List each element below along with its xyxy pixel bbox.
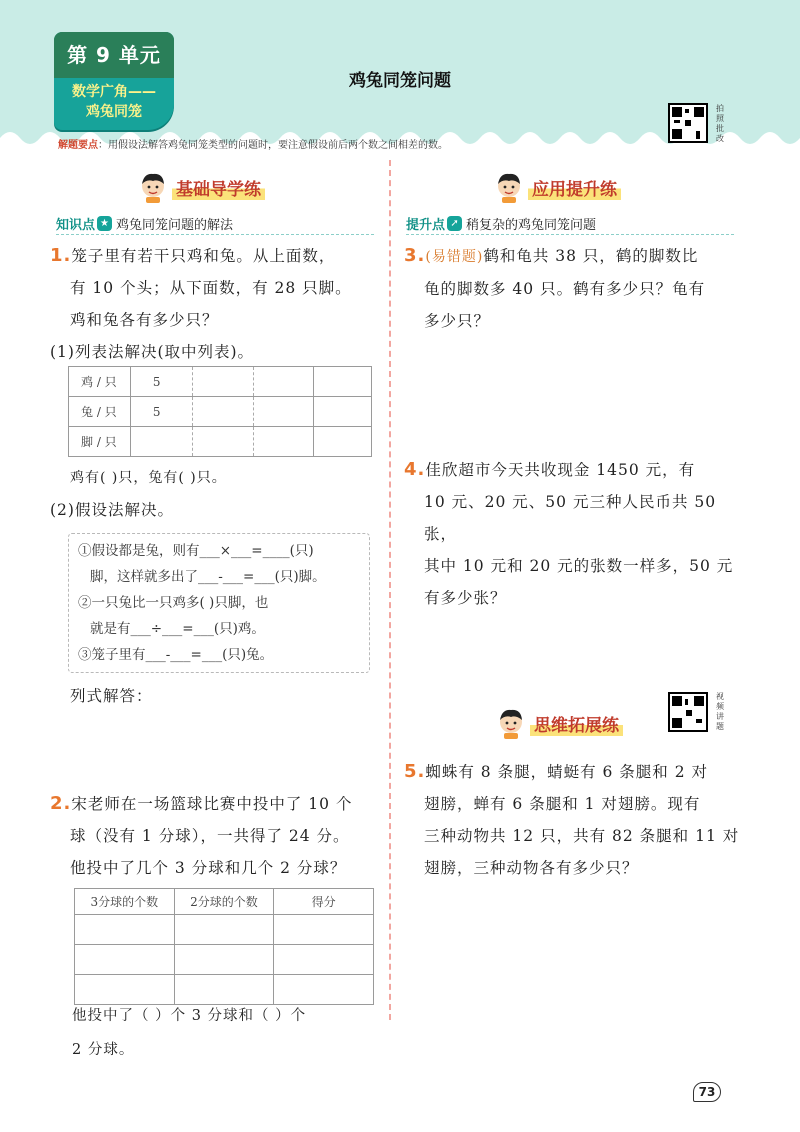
page-title: 鸡兔同笼问题 bbox=[349, 71, 451, 91]
qr-label-video: 视频讲题 bbox=[716, 692, 724, 731]
section-header-basic bbox=[136, 170, 265, 204]
table-row bbox=[69, 367, 372, 397]
table-cell[interactable] bbox=[192, 427, 254, 457]
tag-underline bbox=[406, 234, 734, 235]
question-text: 三种动物共 12 只，共有 82 条腿和 11 对 bbox=[424, 827, 740, 845]
table-header: 2分球的个数 bbox=[174, 889, 274, 915]
q1-table bbox=[68, 366, 372, 457]
question-number: 4. bbox=[404, 459, 426, 480]
question-text: 球（没有 1 分球），一共得了 24 分。 bbox=[70, 827, 350, 845]
q2-answer bbox=[72, 1000, 382, 1066]
unit-subtitle-line2: 鸡兔同笼 bbox=[86, 104, 142, 120]
table-cell[interactable] bbox=[174, 915, 274, 945]
improve-tag bbox=[406, 214, 596, 233]
column-divider bbox=[389, 160, 391, 1020]
star-icon: ★ bbox=[97, 216, 112, 231]
section-title-basic: 基础导学练 bbox=[172, 175, 265, 200]
arrow-up-icon: ➚ bbox=[447, 216, 462, 231]
table-row bbox=[75, 889, 374, 915]
question-text: 他投中了几个 3 分球和几个 2 分球？ bbox=[70, 859, 347, 877]
unit-badge bbox=[54, 32, 174, 130]
q2-table bbox=[74, 888, 374, 1005]
error-prone-tag: (易错题) bbox=[425, 249, 484, 265]
question-text: 宋老师在一场篮球比赛中投中了 10 个 bbox=[71, 795, 353, 813]
table-cell[interactable]: 5 bbox=[130, 367, 192, 397]
child-mascot-icon bbox=[494, 706, 528, 740]
table-row bbox=[69, 397, 372, 427]
unit-subtitle-line1: 数学广角—— bbox=[72, 84, 156, 100]
tip-text: ：用假设法解答鸡兔同笼类型的问题时，要注意假设前后两个数之间相差的数。 bbox=[98, 140, 448, 151]
assumption-step-2-cont[interactable]: 就是有___÷___=___(只)鸡。 bbox=[90, 621, 265, 637]
question-part-2: (2)假设法解决。 bbox=[50, 501, 174, 519]
table-cell[interactable] bbox=[75, 945, 175, 975]
improve-tag-text: 稍复杂的鸡兔同笼问题 bbox=[466, 218, 597, 233]
question-1 bbox=[50, 240, 380, 368]
unit-number: 第 9 单元 bbox=[54, 32, 174, 78]
question-text: 有多少张？ bbox=[424, 589, 507, 607]
table-header: 3分球的个数 bbox=[75, 889, 175, 915]
formula-label: 列式解答： bbox=[70, 687, 153, 705]
question-text: 龟的脚数多 40 只。鹤有多少只？龟有 bbox=[424, 280, 706, 298]
question-3 bbox=[404, 240, 744, 337]
section-title-extend: 思维拓展练 bbox=[530, 711, 623, 736]
assumption-step-2[interactable]: ②一只兔比一只鸡多( )只脚，也 bbox=[78, 595, 269, 611]
improve-tag-label: 提升点 bbox=[406, 218, 446, 233]
table-cell[interactable] bbox=[254, 397, 314, 427]
question-text: 翅膀，蝉有 6 条腿和 1 对翅膀。现有 bbox=[424, 795, 701, 813]
table-cell[interactable]: 5 bbox=[130, 397, 192, 427]
child-mascot-icon bbox=[492, 170, 526, 204]
unit-subtitle bbox=[54, 82, 174, 122]
qr-code-icon[interactable] bbox=[668, 103, 708, 143]
table-cell[interactable] bbox=[254, 427, 314, 457]
video-qr-code-icon[interactable] bbox=[668, 692, 708, 732]
question-text: 其中 10 元和 20 元的张数一样多，50 元 bbox=[424, 557, 734, 575]
section-header-extend bbox=[494, 706, 623, 740]
table-cell[interactable] bbox=[314, 427, 372, 457]
table-cell: 兔 / 只 bbox=[69, 397, 131, 427]
section-header-apply bbox=[492, 170, 621, 204]
question-text: 笼子里有若干只鸡和兔。从上面数， bbox=[71, 247, 336, 265]
table-cell[interactable] bbox=[314, 367, 372, 397]
table-cell[interactable] bbox=[274, 915, 374, 945]
table-row bbox=[75, 945, 374, 975]
question-number: 2. bbox=[50, 793, 72, 814]
section-title-apply: 应用提升练 bbox=[528, 175, 621, 200]
page-number: 73 bbox=[693, 1082, 721, 1102]
table-cell[interactable] bbox=[192, 397, 254, 427]
question-text: 翅膀，三种动物各有多少只？ bbox=[424, 859, 639, 877]
table-cell[interactable] bbox=[75, 915, 175, 945]
table-cell[interactable] bbox=[192, 367, 254, 397]
q2-answer-line-1[interactable]: 他投中了（ ）个 3 分球和（ ）个 bbox=[72, 1008, 307, 1024]
table-cell[interactable] bbox=[274, 945, 374, 975]
question-4 bbox=[404, 454, 749, 614]
question-text: 10 元、20 元、50 元三种人民币共 50 张， bbox=[424, 493, 717, 543]
question-text: 鹤和龟共 38 只，鹤的脚数比 bbox=[483, 247, 699, 265]
q2-answer-line-2: 2 分球。 bbox=[72, 1042, 135, 1058]
assumption-step-1[interactable]: ①假设都是兔，则有___×___=____(只) bbox=[78, 543, 314, 559]
question-text: 有 10 个头；从下面数，有 28 只脚。 bbox=[70, 279, 352, 297]
table-row bbox=[75, 915, 374, 945]
question-number: 3. bbox=[404, 245, 426, 266]
question-number: 1. bbox=[50, 245, 72, 266]
question-text: 多少只？ bbox=[424, 312, 491, 330]
tag-underline bbox=[56, 234, 374, 235]
q1-answer-area bbox=[50, 462, 380, 526]
knowledge-tag bbox=[56, 214, 233, 233]
assumption-step-1-cont[interactable]: 脚，这样就多出了___-___=___(只)脚。 bbox=[90, 569, 326, 585]
child-mascot-icon bbox=[136, 170, 170, 204]
knowledge-tag-text: 鸡兔同笼问题的解法 bbox=[116, 218, 234, 233]
knowledge-tag-label: 知识点 bbox=[56, 218, 96, 233]
table-cell[interactable] bbox=[174, 945, 274, 975]
table-header: 得分 bbox=[274, 889, 374, 915]
q1-answer-1[interactable]: 鸡有( )只，兔有( )只。 bbox=[70, 470, 227, 486]
table-row bbox=[69, 427, 372, 457]
assumption-step-3[interactable]: ③笼子里有___-___=___(只)兔。 bbox=[78, 647, 274, 663]
tip-label: 解题要点 bbox=[58, 140, 98, 151]
question-text: 佳欣超市今天共收现金 1450 元，有 bbox=[425, 461, 696, 479]
question-2 bbox=[50, 788, 385, 884]
question-part-1: (1)列表法解决(取中列表)。 bbox=[50, 343, 255, 361]
table-cell[interactable] bbox=[314, 397, 372, 427]
question-5 bbox=[404, 756, 754, 884]
table-cell: 脚 / 只 bbox=[69, 427, 131, 457]
table-cell[interactable] bbox=[130, 427, 192, 457]
tip-line bbox=[58, 136, 448, 151]
question-text: 鸡和兔各有多少只？ bbox=[70, 311, 219, 329]
table-cell: 鸡 / 只 bbox=[69, 367, 131, 397]
table-cell[interactable] bbox=[254, 367, 314, 397]
qr-label-grade: 拍照批改 bbox=[716, 104, 724, 143]
question-number: 5. bbox=[404, 761, 426, 782]
question-text: 蜘蛛有 8 条腿，蜻蜓有 6 条腿和 2 对 bbox=[425, 763, 709, 781]
